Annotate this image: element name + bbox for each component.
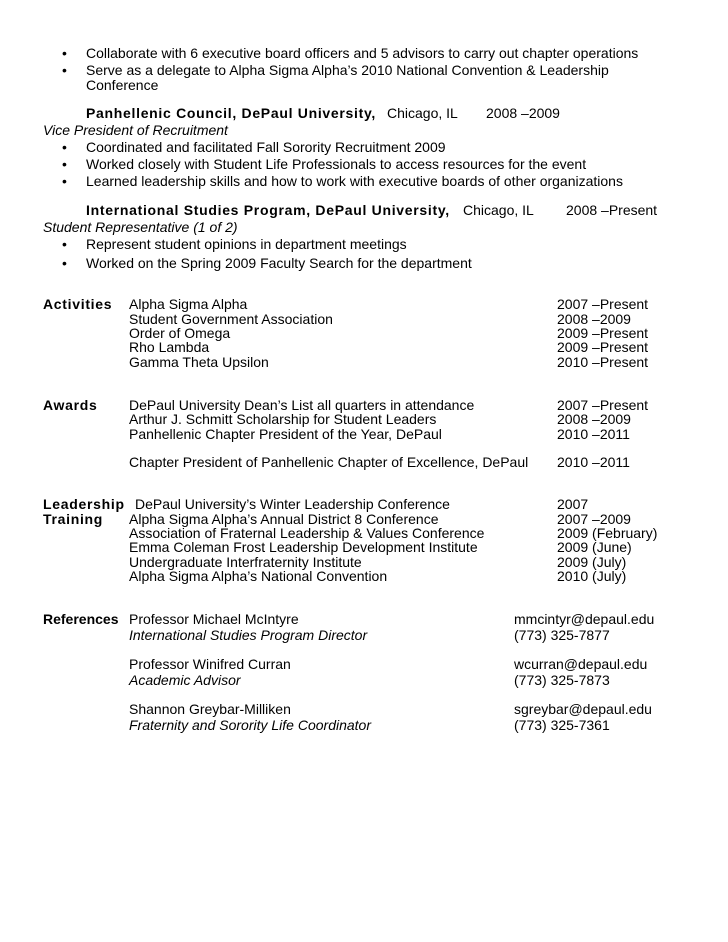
bullet-icon: •: [62, 255, 67, 271]
activity-name: Order of Omega: [129, 325, 231, 341]
award-dates: 2010 –2011: [557, 426, 630, 442]
reference-email: sgreybar@depaul.edu: [514, 701, 652, 717]
bullet-icon: •: [62, 45, 67, 61]
training-dates: 2009 (February): [557, 525, 658, 541]
list-item: Represent student opinions in department meetings: [86, 236, 407, 252]
training-name: DePaul University’s Winter Leadership Conference: [135, 496, 450, 512]
training-dates: 2009 (June): [557, 539, 632, 555]
reference-email: wcurran@depaul.edu: [514, 656, 648, 672]
award-name: Arthur J. Schmitt Scholarship for Student Leaders: [129, 411, 437, 427]
list-item: Collaborate with 6 executive board officers and 5 advisors to carry out chapter operations: [86, 45, 639, 61]
training-dates: 2007 –2009: [557, 511, 631, 527]
list-item: Learned leadership skills and how to work with executive boards of other organizations: [86, 173, 623, 189]
reference-phone: (773) 325-7877: [514, 627, 610, 643]
section-heading: Leadership: [43, 496, 125, 512]
activity-dates: 2008 –2009: [557, 311, 631, 327]
training-dates: 2007: [557, 496, 589, 512]
section-heading: Awards: [43, 397, 98, 413]
org-location: Chicago, IL: [387, 105, 458, 121]
org-location: Chicago, IL: [463, 202, 534, 218]
list-item: Conference: [86, 77, 159, 93]
reference-title: Academic Advisor: [129, 672, 241, 688]
reference-title: International Studies Program Director: [129, 627, 368, 643]
reference-phone: (773) 325-7361: [514, 717, 610, 733]
list-item: Worked on the Spring 2009 Faculty Search for the department: [86, 255, 472, 271]
award-dates: 2010 –2011: [557, 454, 630, 470]
bullet-icon: •: [62, 236, 67, 252]
award-dates: 2008 –2009: [557, 411, 631, 427]
list-item: Worked closely with Student Life Professionals to access resources for the event: [86, 156, 587, 172]
reference-email: mmcintyr@depaul.edu: [514, 611, 655, 627]
activity-name: Gamma Theta Upsilon: [129, 354, 269, 370]
activity-dates: 2009 –Present: [557, 325, 649, 341]
bullet-icon: •: [62, 173, 67, 189]
award-name: Panhellenic Chapter President of the Year, DePaul: [129, 426, 442, 442]
bullet-icon: •: [62, 156, 67, 172]
activity-name: Rho Lambda: [129, 339, 210, 355]
section-heading: Training: [43, 511, 104, 527]
activity-dates: 2009 –Present: [557, 339, 649, 355]
reference-name: Professor Michael McIntyre: [129, 611, 299, 627]
section-heading: References: [43, 611, 119, 627]
training-dates: 2010 (July): [557, 568, 627, 584]
reference-name: Professor Winifred Curran: [129, 656, 291, 672]
award-name: DePaul University Dean’s List all quarters in attendance: [129, 397, 475, 413]
bullet-icon: •: [62, 62, 67, 78]
training-name: Emma Coleman Frost Leadership Development Institute: [129, 539, 478, 555]
activity-name: Student Government Association: [129, 311, 333, 327]
org-dates: 2008 –2009: [486, 105, 560, 121]
role-title: Vice President of Recruitment: [43, 122, 228, 138]
activity-name: Alpha Sigma Alpha: [129, 296, 248, 312]
list-item: Coordinated and facilitated Fall Sorority Recruitment 2009: [86, 139, 446, 155]
activity-dates: 2010 –Present: [557, 354, 649, 370]
org-name: International Studies Program, DePaul University,: [86, 202, 450, 218]
bullet-icon: •: [62, 139, 67, 155]
training-name: Alpha Sigma Alpha’s National Convention: [129, 568, 388, 584]
training-name: Alpha Sigma Alpha’s Annual District 8 Conference: [129, 511, 439, 527]
training-name: Undergraduate Interfraternity Institute: [129, 554, 362, 570]
award-dates: 2007 –Present: [557, 397, 649, 413]
training-name: Association of Fraternal Leadership & Values Conference: [129, 525, 485, 541]
activity-dates: 2007 –Present: [557, 296, 649, 312]
list-item: Serve as a delegate to Alpha Sigma Alpha’s 2010 National Convention & Leadership: [86, 62, 609, 78]
role-title: Student Representative (1 of 2): [43, 219, 238, 235]
reference-name: Shannon Greybar-Milliken: [129, 701, 291, 717]
org-dates: 2008 –Present: [566, 202, 658, 218]
reference-phone: (773) 325-7873: [514, 672, 610, 688]
section-heading: Activities: [43, 296, 113, 312]
reference-title: Fraternity and Sorority Life Coordinator: [129, 717, 371, 733]
org-name: Panhellenic Council, DePaul University,: [86, 105, 377, 121]
training-dates: 2009 (July): [557, 554, 627, 570]
award-name: Chapter President of Panhellenic Chapter of Excellence, DePaul: [129, 454, 529, 470]
